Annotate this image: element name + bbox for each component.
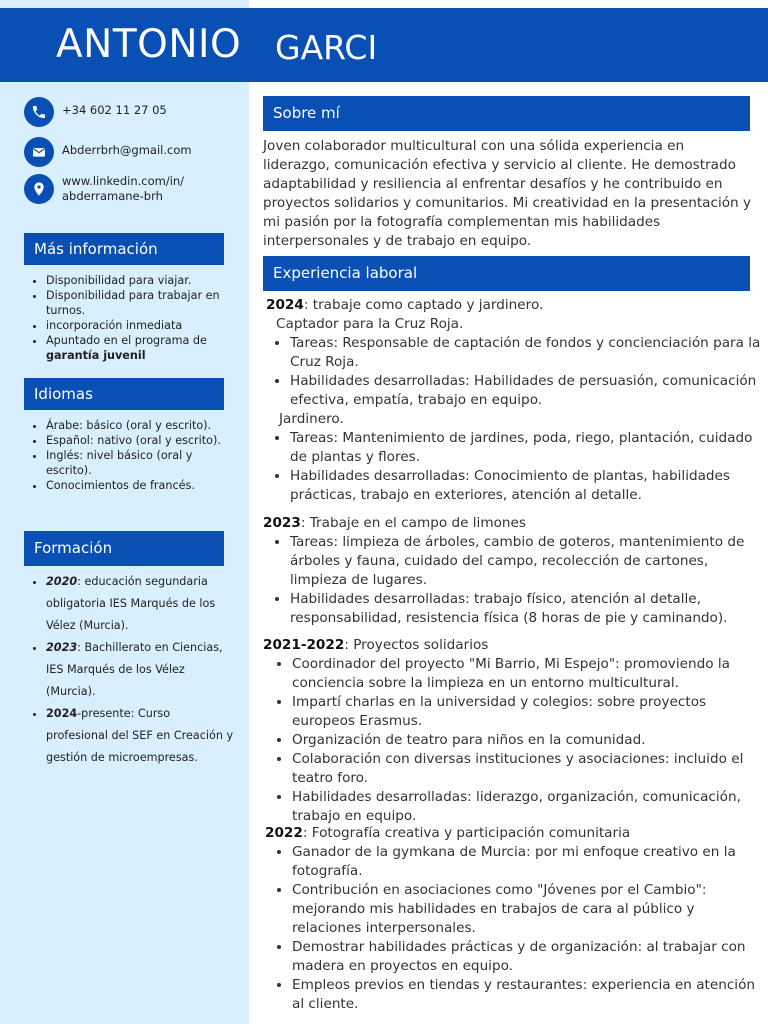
list-item: [46, 703, 234, 769]
job-year: 2021-2022: [263, 637, 345, 653]
linkedin-line-2: abderramane-brh: [62, 189, 163, 203]
linkedin-line-1: www.linkedin.com/in/: [62, 174, 185, 188]
list-item: • Árabe: básico (oral y escrito).: [46, 418, 234, 433]
job-subtitle: Jardinero.: [279, 411, 344, 427]
contact-linkedin: [24, 174, 244, 208]
edu-text: : Bachillerato en Ciencias, IES Marqués de los Vélez (Murcia).: [46, 641, 223, 698]
job-list: [263, 429, 763, 505]
job-list: [263, 843, 763, 1014]
contact-phone: [24, 97, 244, 129]
list-item: • Habilidades desarrolladas: Conocimiento de plantas, habilidades prácticas, trabajo en exteriores, atención al detalle.: [290, 467, 763, 505]
education-heading: Formación: [24, 531, 224, 566]
experience-2022: [263, 824, 763, 1014]
list-item: • Demostrar habilidades prácticas y de organización: al trabajar con madera en proyectos en equipo.: [292, 938, 763, 976]
first-name: ANTONIO: [56, 22, 242, 67]
list-item: • Coordinador del proyecto "Mi Barrio, Mi Espejo": promoviendo la conciencia sobre la limpieza en un entorno multicultural.: [292, 655, 763, 693]
list-item: [46, 571, 234, 637]
edu-year: 2023: [46, 641, 78, 654]
languages-list: [24, 418, 234, 493]
experience-2023: [263, 514, 763, 628]
list-item: • incorporación inmediata: [46, 318, 234, 333]
job-list: [263, 334, 763, 410]
location-icon: [24, 174, 54, 204]
experience-2021-2022: [263, 636, 763, 826]
experience-heading: Experiencia laboral: [263, 256, 750, 291]
phone-text: +34 602 11 27 05: [62, 103, 167, 117]
list-item: • Tareas: Mantenimiento de jardines, poda, riego, plantación, cuidado de plantas y flores.: [290, 429, 763, 467]
list-item: • Habilidades desarrolladas: liderazgo, organización, comunicación, trabajo en equipo.: [292, 788, 763, 826]
education-list: [24, 571, 234, 769]
list-item: • Tareas: Responsable de captación de fondos y concienciación para la Cruz Roja.: [290, 334, 763, 372]
phone-icon: [24, 97, 54, 127]
list-item: • Tareas: limpieza de árboles, cambio de goteros, mantenimiento de árboles y fauna, cuidado del campo, recolección de cartones, limpieza de lugares.: [290, 533, 763, 590]
list-item: • Inglés: nivel básico (oral y escrito).: [46, 448, 234, 478]
list-item: • Disponibilidad para trabajar en turnos.: [46, 288, 234, 318]
about-heading: Sobre mí: [263, 96, 750, 131]
edu-year: 2024: [46, 707, 78, 720]
job-title-text: : trabaje como captado y jardinero.: [303, 297, 544, 313]
edu-text: -presente: Curso profesional del SEF en Creación y gestión de microempresas.: [46, 707, 234, 764]
email-icon: [24, 137, 54, 167]
job-title-text: : Proyectos solidarios: [344, 637, 489, 653]
edu-text: : educación segundaria obligatoria IES Marqués de los Vélez (Murcia).: [46, 575, 216, 632]
edu-year: 2020: [46, 575, 78, 588]
job-year: 2022: [265, 825, 303, 841]
list-item: • Ganador de la gymkana de Murcia: por mi enfoque creativo en la fotografía.: [292, 843, 763, 881]
job-list: [263, 655, 763, 826]
about-text: Joven colaborador multicultural con una sólida experiencia en liderazgo, comunicación efectiva y servicio al cliente. He demostrado adaptabilidad y resiliencia al enfrentar desafíos y he contribuido en proyectos solidarios y comunitarios. Mi creatividad en la presentación y mi pasión por la fotografía complementan mis habilidades interpersonales y de trabajo en equipo.: [263, 138, 752, 249]
languages-heading: Idiomas: [24, 378, 224, 410]
contact-email: [24, 137, 244, 169]
job-title: [263, 824, 763, 843]
list-item: • Empleos previos en tiendas y restaurantes: experiencia en atención al cliente.: [292, 976, 763, 1014]
last-name: GARCI: [275, 28, 378, 67]
more-info-list: [24, 273, 234, 363]
list-item-text: Apuntado en el programa de: [46, 334, 207, 347]
job-title-text: : Trabaje en el campo de limones: [300, 515, 526, 531]
list-item: • Contribución en asociaciones como "Jóvenes por el Cambio": mejorando mis habilidades en trabajos de cara al público y relaciones interpersonales.: [292, 881, 763, 938]
job-year: 2024: [266, 297, 304, 313]
job-title: [263, 296, 763, 315]
list-item: • Impartí charlas en la universidad y colegios: sobre proyectos europeos Erasmus.: [292, 693, 763, 731]
linkedin-text[interactable]: [62, 174, 184, 204]
list-item: [46, 637, 234, 703]
job-list: [263, 533, 763, 628]
list-item: • Conocimientos de francés.: [46, 478, 234, 493]
list-item: • Organización de teatro para niños en la comunidad.: [292, 731, 763, 750]
experience-2024: [263, 296, 763, 505]
list-item: • Habilidades desarrolladas: trabajo físico, atención al detalle, responsabilidad, resistencia física (8 horas de pie y caminando).: [290, 590, 763, 628]
list-item: • Disponibilidad para viajar.: [46, 273, 234, 288]
list-item: • Colaboración con diversas instituciones y asociaciones: incluido el teatro foro.: [292, 750, 763, 788]
job-title: [263, 514, 763, 533]
job-year: 2023: [263, 515, 301, 531]
email-text[interactable]: Abderrbrh@gmail.com: [62, 143, 192, 157]
more-info-heading: Más información: [24, 233, 224, 265]
job-subtitle: Captador para la Cruz Roja.: [276, 316, 464, 332]
list-item: • Español: nativo (oral y escrito).: [46, 433, 234, 448]
list-item: • Habilidades desarrolladas: Habilidades de persuasión, comunicación efectiva, empatía, trabajo en equipo.: [290, 372, 763, 410]
list-item: [46, 333, 234, 363]
list-item-bold: garantía juvenil: [46, 349, 146, 362]
header-banner: [0, 8, 768, 82]
job-title: [263, 636, 763, 655]
job-title-text: : Fotografía creativa y participación comunitaria: [302, 825, 631, 841]
